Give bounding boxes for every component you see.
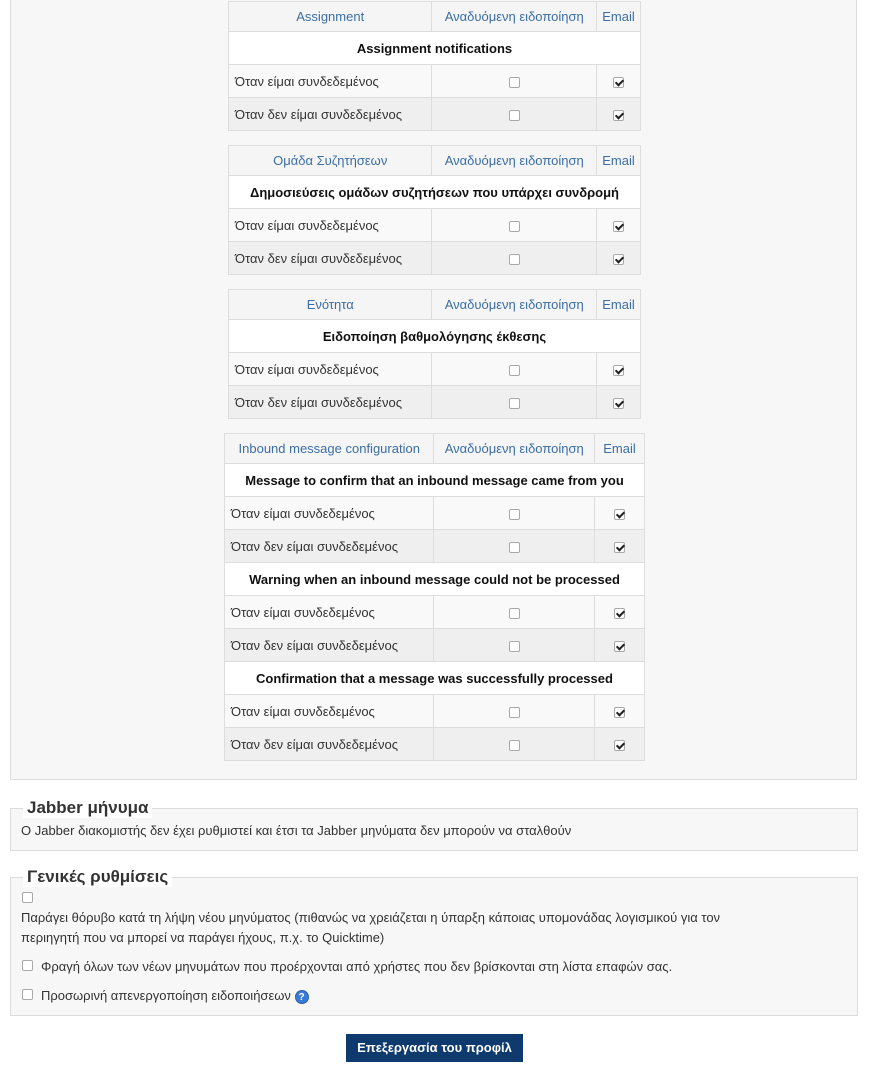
row-label: Όταν δεν είμαι συνδεδεμένος: [225, 728, 434, 761]
beep-label-line1: Παράγει θόρυβο κατά τη λήψη νέου μηνύματος (πιθανώς να χρειάζεται η ύπαρξη κάποιας υπομονάδας λογισμικού για τον: [21, 910, 721, 925]
popup-loggedin-checkbox[interactable]: [509, 221, 520, 232]
email-loggedin-checkbox[interactable]: [614, 608, 625, 619]
email-loggedin-checkbox[interactable]: [613, 77, 624, 88]
email-loggedoff-checkbox[interactable]: [614, 740, 625, 751]
disable-notifications-label: Προσωρινή απενεργοποίηση ειδοποιήσεων: [41, 988, 291, 1003]
popup-loggedoff-checkbox[interactable]: [509, 110, 520, 121]
row-label: Όταν είμαι συνδεδεμένος: [225, 497, 434, 530]
disable-notifications-checkbox[interactable]: [22, 989, 33, 1000]
email-loggedin-checkbox[interactable]: [614, 707, 625, 718]
row-label: Όταν είμαι συνδεδεμένος: [225, 596, 434, 629]
row-label: Όταν είμαι συνδεδεμένος: [229, 353, 432, 386]
group-title: Confirmation that a message was successfully processed: [225, 662, 645, 695]
row-label: Όταν είμαι συνδεδεμένος: [229, 209, 432, 242]
processor-header[interactable]: Ομάδα Συζητήσεων: [229, 146, 432, 176]
update-profile-button[interactable]: Επεξεργασία του προφίλ: [346, 1034, 523, 1062]
popup-loggedin-checkbox[interactable]: [509, 608, 520, 619]
email-loggedoff-checkbox[interactable]: [613, 110, 624, 121]
popup-loggedoff-checkbox[interactable]: [509, 254, 520, 265]
processor-header[interactable]: Assignment: [229, 2, 432, 32]
beep-checkbox[interactable]: [22, 892, 33, 903]
popup-loggedin-checkbox[interactable]: [509, 509, 520, 520]
email-loggedin-checkbox[interactable]: [614, 509, 625, 520]
row-label: Όταν δεν είμαι συνδεδεμένος: [229, 242, 432, 275]
module-preferences-table: [228, 289, 641, 419]
row-label: Όταν δεν είμαι συνδεδεμένος: [229, 386, 432, 419]
row-label: Όταν είμαι συνδεδεμένος: [225, 695, 434, 728]
popup-header[interactable]: Αναδυόμενη ειδοποίηση: [432, 2, 597, 32]
email-loggedoff-checkbox[interactable]: [614, 641, 625, 652]
popup-loggedoff-checkbox[interactable]: [509, 542, 520, 553]
assignment-preferences-table: [228, 1, 641, 131]
row-label: Όταν δεν είμαι συνδεδεμένος: [225, 629, 434, 662]
popup-header[interactable]: Αναδυόμενη ειδοποίηση: [434, 434, 595, 464]
row-label: Όταν δεν είμαι συνδεδεμένος: [229, 98, 432, 131]
disable-notifications-row: [41, 988, 309, 1004]
email-header[interactable]: Email: [595, 434, 645, 464]
group-title: Δημοσιεύσεις ομάδων συζητήσεων που υπάρχει συνδρομή: [229, 176, 641, 209]
popup-loggedin-checkbox[interactable]: [509, 707, 520, 718]
beep-label-line2: περιηγητή που να μπορεί να παράγει ήχους, π.χ. το Quicktime): [21, 930, 385, 945]
popup-loggedin-checkbox[interactable]: [509, 77, 520, 88]
popup-loggedoff-checkbox[interactable]: [509, 740, 520, 751]
row-label: Όταν δεν είμαι συνδεδεμένος: [225, 530, 434, 563]
forum-preferences-table: [228, 145, 641, 275]
block-noncontacts-label: Φραγή όλων των νέων μηνυμάτων που προέρχονται από χρήστες που δεν βρίσκονται στη λίστα επαφών σας.: [41, 959, 673, 974]
general-settings-legend: Γενικές ρυθμίσεις: [23, 867, 172, 887]
email-header[interactable]: Email: [597, 146, 641, 176]
email-loggedin-checkbox[interactable]: [613, 365, 624, 376]
group-title: Assignment notifications: [229, 32, 641, 65]
general-settings-fieldset: [10, 867, 858, 1016]
group-title: Message to confirm that an inbound message came from you: [225, 464, 645, 497]
popup-loggedin-checkbox[interactable]: [509, 365, 520, 376]
jabber-legend: Jabber μήνυμα: [23, 798, 152, 818]
email-header[interactable]: Email: [597, 290, 641, 320]
row-label: Όταν είμαι συνδεδεμένος: [229, 65, 432, 98]
popup-loggedoff-checkbox[interactable]: [509, 398, 520, 409]
jabber-message: Ο Jabber διακομιστής δεν έχει ρυθμιστεί και έτσι τα Jabber μηνύματα δεν μπορούν να σταλθούν: [21, 823, 572, 838]
jabber-fieldset: [10, 798, 858, 851]
email-loggedin-checkbox[interactable]: [613, 221, 624, 232]
popup-header[interactable]: Αναδυόμενη ειδοποίηση: [432, 146, 597, 176]
inbound-preferences-table: [224, 433, 645, 761]
email-loggedoff-checkbox[interactable]: [613, 254, 624, 265]
popup-header[interactable]: Αναδυόμενη ειδοποίηση: [432, 290, 597, 320]
email-loggedoff-checkbox[interactable]: [613, 398, 624, 409]
popup-loggedoff-checkbox[interactable]: [509, 641, 520, 652]
processor-header[interactable]: Ενότητα: [229, 290, 432, 320]
group-title: Ειδοποίηση βαθμολόγησης έκθεσης: [229, 320, 641, 353]
group-title: Warning when an inbound message could not be processed: [225, 563, 645, 596]
email-header[interactable]: Email: [597, 2, 641, 32]
question-circle-icon[interactable]: ?: [295, 990, 309, 1004]
block-noncontacts-checkbox[interactable]: [22, 960, 33, 971]
processor-header[interactable]: Inbound message configuration: [225, 434, 434, 464]
email-loggedoff-checkbox[interactable]: [614, 542, 625, 553]
